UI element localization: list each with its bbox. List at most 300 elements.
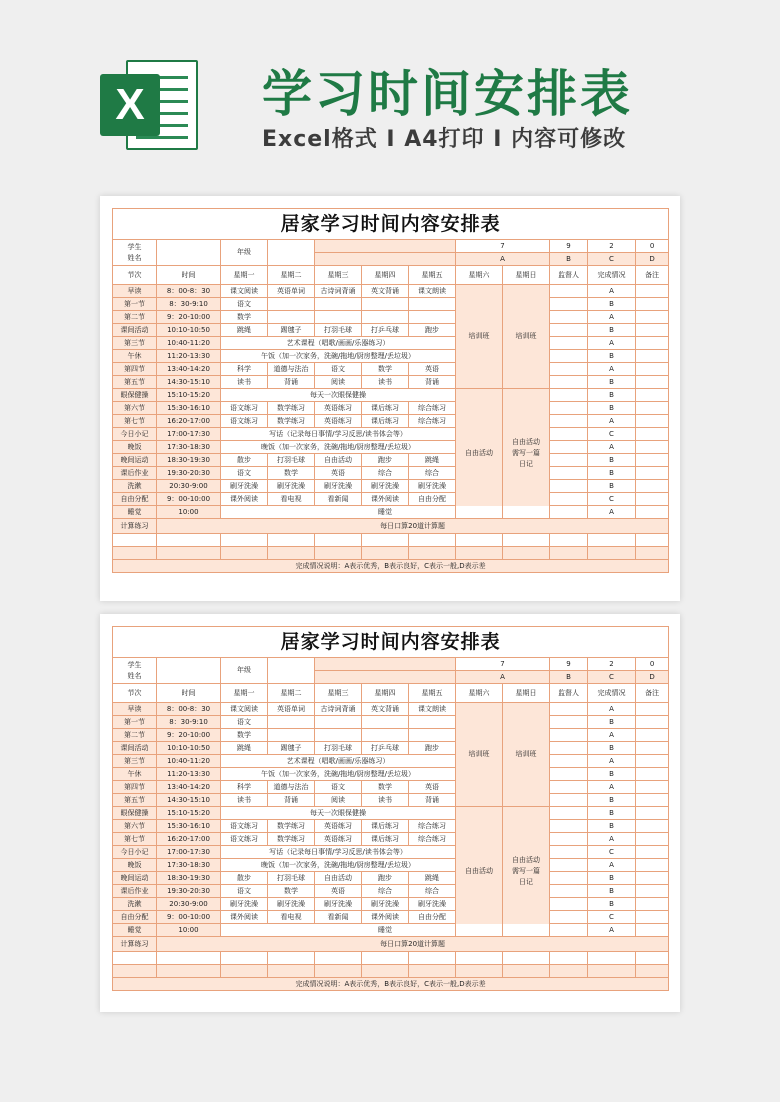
supervisor-cell[interactable]	[550, 428, 588, 441]
activity-cell[interactable]: 英语练习	[315, 833, 362, 846]
activity-cell[interactable]: 每天一次眼保健操	[221, 389, 456, 402]
activity-cell[interactable]: 数学	[268, 885, 315, 898]
remark-cell[interactable]	[636, 389, 669, 402]
date-digit[interactable]: 2	[588, 240, 636, 253]
blank-cell[interactable]	[157, 965, 221, 978]
activity-cell[interactable]: 综合	[409, 885, 456, 898]
column-header[interactable]: 监督人	[550, 266, 588, 285]
remark-cell[interactable]	[636, 833, 669, 846]
completion-grade[interactable]: B	[588, 467, 636, 480]
supervisor-cell[interactable]	[550, 480, 588, 493]
activity-cell[interactable]: 道德与法治	[268, 781, 315, 794]
activity-cell[interactable]: 打乒乓球	[362, 324, 409, 337]
activity-cell[interactable]: 英语单词	[268, 703, 315, 716]
period-name[interactable]: 午休	[113, 768, 157, 781]
activity-cell[interactable]: 数学	[362, 781, 409, 794]
activity-cell[interactable]: 语文	[221, 467, 268, 480]
period-name[interactable]: 早读	[113, 285, 157, 298]
activity-cell[interactable]: 综合练习	[409, 820, 456, 833]
activity-cell[interactable]	[362, 311, 409, 324]
column-header[interactable]: 星期四	[362, 266, 409, 285]
activity-cell[interactable]: 刷牙洗澡	[268, 480, 315, 493]
blank-cell[interactable]	[268, 952, 315, 965]
column-header[interactable]: 星期五	[409, 684, 456, 703]
period-time[interactable]: 8：00-8：30	[157, 703, 221, 716]
activity-cell[interactable]: 数学	[362, 363, 409, 376]
activity-cell[interactable]: 刷牙洗澡	[409, 480, 456, 493]
column-header[interactable]: 星期三	[315, 266, 362, 285]
grade-value[interactable]	[268, 658, 315, 684]
student-name-label[interactable]	[113, 240, 157, 266]
column-header[interactable]: 星期日	[503, 684, 550, 703]
supervisor-cell[interactable]	[550, 350, 588, 363]
activity-cell[interactable]: 午饭（加一次家务，洗碗/拖地/厨房整理/丢垃圾）	[221, 768, 456, 781]
activity-cell[interactable]	[315, 311, 362, 324]
activity-cell[interactable]: 科学	[221, 363, 268, 376]
activity-cell[interactable]: 看新闻	[315, 493, 362, 506]
supervisor-cell[interactable]	[550, 298, 588, 311]
column-header[interactable]: 星期二	[268, 684, 315, 703]
column-header[interactable]: 星期三	[315, 684, 362, 703]
remark-cell[interactable]	[636, 703, 669, 716]
remark-cell[interactable]	[636, 885, 669, 898]
completion-grade[interactable]: B	[588, 402, 636, 415]
saturday-block[interactable]	[456, 807, 503, 937]
activity-cell[interactable]: 踢毽子	[268, 324, 315, 337]
activity-cell[interactable]: 数学练习	[268, 402, 315, 415]
supervisor-cell[interactable]	[550, 833, 588, 846]
blank-cell[interactable]	[550, 965, 588, 978]
period-name[interactable]: 睡觉	[113, 506, 157, 519]
period-name[interactable]: 第二节	[113, 729, 157, 742]
blank-cell[interactable]	[113, 534, 157, 547]
completion-grade[interactable]: A	[588, 729, 636, 742]
period-time[interactable]: 10:10-10:50	[157, 742, 221, 755]
activity-cell[interactable]	[409, 298, 456, 311]
period-name[interactable]: 课间活动	[113, 324, 157, 337]
column-header[interactable]: 时间	[157, 266, 221, 285]
activity-cell[interactable]	[315, 298, 362, 311]
activity-cell[interactable]: 英语练习	[315, 402, 362, 415]
activity-cell[interactable]: 综合练习	[409, 833, 456, 846]
activity-cell[interactable]: 课后练习	[362, 402, 409, 415]
completion-grade[interactable]: B	[588, 350, 636, 363]
blank-cell[interactable]	[268, 547, 315, 560]
remark-cell[interactable]	[636, 781, 669, 794]
period-name[interactable]: 第六节	[113, 820, 157, 833]
remark-cell[interactable]	[636, 859, 669, 872]
completion-grade[interactable]: A	[588, 703, 636, 716]
blank-cell[interactable]	[550, 534, 588, 547]
activity-cell[interactable]: 语文	[315, 781, 362, 794]
sheet-title[interactable]: 居家学习时间内容安排表	[113, 627, 669, 658]
column-header[interactable]: 星期一	[221, 684, 268, 703]
activity-cell[interactable]: 背诵	[268, 376, 315, 389]
activity-cell[interactable]: 背诵	[409, 376, 456, 389]
activity-cell[interactable]: 午饭（加一次家务，洗碗/拖地/厨房整理/丢垃圾）	[221, 350, 456, 363]
period-time[interactable]: 14:30-15:10	[157, 376, 221, 389]
supervisor-cell[interactable]	[550, 467, 588, 480]
activity-cell[interactable]	[315, 716, 362, 729]
remark-cell[interactable]	[636, 807, 669, 820]
remark-cell[interactable]	[636, 337, 669, 350]
remark-cell[interactable]	[636, 441, 669, 454]
activity-cell[interactable]: 读书	[362, 376, 409, 389]
period-name[interactable]: 洗漱	[113, 898, 157, 911]
activity-cell[interactable]: 科学	[221, 781, 268, 794]
activity-cell[interactable]: 刷牙洗澡	[409, 898, 456, 911]
remark-cell[interactable]	[636, 924, 669, 937]
period-time[interactable]: 15:10-15:20	[157, 389, 221, 402]
remark-cell[interactable]	[636, 794, 669, 807]
period-time[interactable]: 8：30-9:10	[157, 716, 221, 729]
activity-cell[interactable]: 睡觉	[221, 506, 550, 519]
blank-cell[interactable]	[268, 965, 315, 978]
activity-cell[interactable]	[268, 729, 315, 742]
period-name[interactable]: 课后作业	[113, 467, 157, 480]
sunday-block[interactable]	[503, 807, 550, 937]
activity-cell[interactable]	[268, 298, 315, 311]
blank-cell[interactable]	[550, 547, 588, 560]
blank-cell[interactable]	[315, 952, 362, 965]
column-header[interactable]: 星期日	[503, 266, 550, 285]
grade-value[interactable]	[268, 240, 315, 266]
blank-cell[interactable]	[315, 534, 362, 547]
date-digit[interactable]: 0	[636, 658, 669, 671]
period-time[interactable]: 15:30-16:10	[157, 820, 221, 833]
blank-cell[interactable]	[588, 547, 636, 560]
column-header[interactable]: 备注	[636, 684, 669, 703]
student-name-value[interactable]	[157, 240, 221, 266]
activity-cell[interactable]: 刷牙洗澡	[268, 898, 315, 911]
blank-cell[interactable]	[157, 534, 221, 547]
completion-grade[interactable]: A	[588, 311, 636, 324]
activity-cell[interactable]: 打羽毛球	[268, 454, 315, 467]
period-time[interactable]: 8：00-8：30	[157, 285, 221, 298]
blank-cell[interactable]	[588, 534, 636, 547]
blank-cell[interactable]	[113, 547, 157, 560]
remark-cell[interactable]	[636, 820, 669, 833]
completion-grade[interactable]: A	[588, 781, 636, 794]
student-name-value[interactable]	[157, 658, 221, 684]
activity-cell[interactable]: 数学练习	[268, 833, 315, 846]
calc-name[interactable]: 计算练习	[113, 937, 157, 952]
blank-cell[interactable]	[221, 952, 268, 965]
period-name[interactable]: 晚间运动	[113, 872, 157, 885]
blank-cell[interactable]	[409, 965, 456, 978]
remark-cell[interactable]	[636, 454, 669, 467]
period-time[interactable]: 14:30-15:10	[157, 794, 221, 807]
activity-cell[interactable]: 英语	[315, 467, 362, 480]
column-header[interactable]: 星期五	[409, 266, 456, 285]
activity-cell[interactable]: 阅读	[315, 376, 362, 389]
activity-cell[interactable]: 英语单词	[268, 285, 315, 298]
blank-cell[interactable]	[315, 658, 456, 671]
blank-cell[interactable]	[503, 534, 550, 547]
supervisor-cell[interactable]	[550, 820, 588, 833]
period-name[interactable]: 第五节	[113, 376, 157, 389]
activity-cell[interactable]	[268, 716, 315, 729]
completion-grade[interactable]: B	[588, 298, 636, 311]
supervisor-cell[interactable]	[550, 859, 588, 872]
activity-cell[interactable]: 读书	[221, 376, 268, 389]
supervisor-cell[interactable]	[550, 363, 588, 376]
period-name[interactable]: 早读	[113, 703, 157, 716]
blank-cell[interactable]	[503, 547, 550, 560]
supervisor-cell[interactable]	[550, 311, 588, 324]
activity-cell[interactable]: 课后练习	[362, 820, 409, 833]
column-header[interactable]: 星期六	[456, 266, 503, 285]
activity-cell[interactable]: 阅读	[315, 794, 362, 807]
column-header[interactable]: 节次	[113, 266, 157, 285]
blank-cell[interactable]	[588, 952, 636, 965]
saturday-block[interactable]	[456, 389, 503, 519]
period-name[interactable]: 睡觉	[113, 924, 157, 937]
activity-cell[interactable]: 读书	[362, 794, 409, 807]
blank-cell[interactable]	[113, 952, 157, 965]
supervisor-cell[interactable]	[550, 337, 588, 350]
supervisor-cell[interactable]	[550, 924, 588, 937]
completion-grade[interactable]: C	[588, 493, 636, 506]
completion-grade[interactable]: A	[588, 755, 636, 768]
blank-cell[interactable]	[409, 547, 456, 560]
period-time[interactable]: 9：20-10:00	[157, 311, 221, 324]
supervisor-cell[interactable]	[550, 807, 588, 820]
remark-cell[interactable]	[636, 768, 669, 781]
activity-cell[interactable]: 背诵	[268, 794, 315, 807]
supervisor-cell[interactable]	[550, 781, 588, 794]
blank-cell[interactable]	[221, 534, 268, 547]
grade-label[interactable]: 年级	[221, 658, 268, 684]
blank-cell[interactable]	[456, 547, 503, 560]
activity-cell[interactable]: 打羽毛球	[315, 324, 362, 337]
supervisor-cell[interactable]	[550, 454, 588, 467]
grade-letter[interactable]: C	[588, 253, 636, 266]
period-name[interactable]: 眼保健操	[113, 389, 157, 402]
remark-cell[interactable]	[636, 402, 669, 415]
period-time[interactable]: 15:10-15:20	[157, 807, 221, 820]
date-digit[interactable]: 7	[456, 240, 550, 253]
activity-cell[interactable]: 散步	[221, 872, 268, 885]
period-name[interactable]: 第四节	[113, 781, 157, 794]
column-header[interactable]: 星期二	[268, 266, 315, 285]
activity-cell[interactable]: 跳绳	[409, 872, 456, 885]
period-time[interactable]: 8：30-9:10	[157, 298, 221, 311]
activity-cell[interactable]: 综合练习	[409, 415, 456, 428]
blank-cell[interactable]	[268, 534, 315, 547]
sunday-block[interactable]	[503, 389, 550, 519]
period-time[interactable]: 9：00-10:00	[157, 911, 221, 924]
remark-cell[interactable]	[636, 898, 669, 911]
completion-grade[interactable]: B	[588, 807, 636, 820]
activity-cell[interactable]: 数学	[221, 311, 268, 324]
activity-cell[interactable]: 睡觉	[221, 924, 550, 937]
calc-text[interactable]: 每日口算20道计算题	[157, 937, 669, 952]
activity-cell[interactable]	[362, 716, 409, 729]
remark-cell[interactable]	[636, 428, 669, 441]
column-header[interactable]: 完成情况	[588, 266, 636, 285]
period-time[interactable]: 10:40-11:20	[157, 337, 221, 350]
grade-letter[interactable]: A	[456, 253, 550, 266]
period-name[interactable]: 第五节	[113, 794, 157, 807]
activity-cell[interactable]	[315, 729, 362, 742]
sunday-block[interactable]	[503, 703, 550, 807]
supervisor-cell[interactable]	[550, 729, 588, 742]
activity-cell[interactable]: 晚饭（加一次家务，洗碗/拖地/厨房整理/丢垃圾）	[221, 859, 456, 872]
blank-cell[interactable]	[456, 952, 503, 965]
grade-letter[interactable]: A	[456, 671, 550, 684]
activity-cell[interactable]: 跑步	[409, 742, 456, 755]
column-header[interactable]: 节次	[113, 684, 157, 703]
supervisor-cell[interactable]	[550, 402, 588, 415]
blank-cell[interactable]	[636, 952, 669, 965]
activity-cell[interactable]: 语文练习	[221, 415, 268, 428]
supervisor-cell[interactable]	[550, 376, 588, 389]
activity-cell[interactable]: 英语	[409, 363, 456, 376]
period-time[interactable]: 16:20-17:00	[157, 415, 221, 428]
activity-cell[interactable]: 语文	[221, 716, 268, 729]
blank-cell[interactable]	[550, 952, 588, 965]
completion-grade[interactable]: B	[588, 768, 636, 781]
column-header[interactable]: 星期六	[456, 684, 503, 703]
period-time[interactable]: 20:30-9:00	[157, 480, 221, 493]
blank-cell[interactable]	[362, 965, 409, 978]
activity-cell[interactable]: 英语	[315, 885, 362, 898]
remark-cell[interactable]	[636, 480, 669, 493]
activity-cell[interactable]: 自由活动	[315, 454, 362, 467]
period-name[interactable]: 第四节	[113, 363, 157, 376]
activity-cell[interactable]: 语文	[221, 298, 268, 311]
blank-cell[interactable]	[362, 952, 409, 965]
activity-cell[interactable]: 踢毽子	[268, 742, 315, 755]
completion-grade[interactable]: B	[588, 885, 636, 898]
supervisor-cell[interactable]	[550, 285, 588, 298]
activity-cell[interactable]: 刷牙洗澡	[362, 898, 409, 911]
completion-grade[interactable]: B	[588, 872, 636, 885]
activity-cell[interactable]: 刷牙洗澡	[362, 480, 409, 493]
completion-grade[interactable]: A	[588, 924, 636, 937]
completion-grade[interactable]: B	[588, 454, 636, 467]
activity-cell[interactable]: 英语练习	[315, 820, 362, 833]
activity-cell[interactable]: 综合	[362, 467, 409, 480]
activity-cell[interactable]: 综合	[362, 885, 409, 898]
completion-grade[interactable]: A	[588, 833, 636, 846]
activity-cell[interactable]: 跳绳	[409, 454, 456, 467]
activity-cell[interactable]	[409, 729, 456, 742]
activity-cell[interactable]: 看新闻	[315, 911, 362, 924]
remark-cell[interactable]	[636, 285, 669, 298]
sunday-block[interactable]	[503, 285, 550, 389]
remark-cell[interactable]	[636, 376, 669, 389]
activity-cell[interactable]: 艺术课程（唱歌/画画/乐器练习）	[221, 337, 456, 350]
period-name[interactable]: 第三节	[113, 755, 157, 768]
period-name[interactable]: 晚饭	[113, 441, 157, 454]
activity-cell[interactable]: 看电视	[268, 911, 315, 924]
blank-cell[interactable]	[221, 547, 268, 560]
activity-cell[interactable]: 刷牙洗澡	[221, 898, 268, 911]
period-time[interactable]: 17:00-17:30	[157, 846, 221, 859]
blank-cell[interactable]	[409, 952, 456, 965]
remark-cell[interactable]	[636, 298, 669, 311]
activity-cell[interactable]: 语文练习	[221, 820, 268, 833]
remark-cell[interactable]	[636, 742, 669, 755]
blank-cell[interactable]	[362, 547, 409, 560]
period-time[interactable]: 9：20-10:00	[157, 729, 221, 742]
supervisor-cell[interactable]	[550, 506, 588, 519]
supervisor-cell[interactable]	[550, 742, 588, 755]
period-name[interactable]: 第二节	[113, 311, 157, 324]
activity-cell[interactable]: 刷牙洗澡	[221, 480, 268, 493]
completion-grade[interactable]: B	[588, 820, 636, 833]
grade-letter[interactable]: C	[588, 671, 636, 684]
blank-cell[interactable]	[503, 965, 550, 978]
supervisor-cell[interactable]	[550, 716, 588, 729]
activity-cell[interactable]: 课文朗读	[409, 703, 456, 716]
completion-grade[interactable]: A	[588, 859, 636, 872]
completion-grade[interactable]: A	[588, 285, 636, 298]
activity-cell[interactable]: 读书	[221, 794, 268, 807]
activity-cell[interactable]: 写话（记录每日事情/学习反思/读书体会等）	[221, 428, 456, 441]
supervisor-cell[interactable]	[550, 415, 588, 428]
activity-cell[interactable]: 课外阅读	[362, 911, 409, 924]
completion-grade[interactable]: B	[588, 898, 636, 911]
activity-cell[interactable]: 跑步	[362, 454, 409, 467]
period-name[interactable]: 今日小记	[113, 846, 157, 859]
blank-cell[interactable]	[157, 547, 221, 560]
period-name[interactable]: 第一节	[113, 298, 157, 311]
activity-cell[interactable]: 英文背诵	[362, 703, 409, 716]
blank-cell[interactable]	[221, 965, 268, 978]
date-digit[interactable]: 0	[636, 240, 669, 253]
blank-cell[interactable]	[315, 547, 362, 560]
period-name[interactable]: 今日小记	[113, 428, 157, 441]
supervisor-cell[interactable]	[550, 755, 588, 768]
activity-cell[interactable]: 古诗词背诵	[315, 703, 362, 716]
grade-letter[interactable]: D	[636, 671, 669, 684]
period-name[interactable]: 眼保健操	[113, 807, 157, 820]
activity-cell[interactable]: 课文阅读	[221, 703, 268, 716]
student-name-label[interactable]	[113, 658, 157, 684]
calc-text[interactable]: 每日口算20道计算题	[157, 519, 669, 534]
period-name[interactable]: 午休	[113, 350, 157, 363]
blank-cell[interactable]	[503, 952, 550, 965]
activity-cell[interactable]: 课文朗读	[409, 285, 456, 298]
activity-cell[interactable]: 语文练习	[221, 402, 268, 415]
grade-letter[interactable]: B	[550, 671, 588, 684]
activity-cell[interactable]	[409, 311, 456, 324]
blank-cell[interactable]	[636, 547, 669, 560]
activity-cell[interactable]: 自由分配	[409, 911, 456, 924]
completion-grade[interactable]: A	[588, 506, 636, 519]
activity-cell[interactable]: 每天一次眼保健操	[221, 807, 456, 820]
column-header[interactable]: 监督人	[550, 684, 588, 703]
supervisor-cell[interactable]	[550, 324, 588, 337]
activity-cell[interactable]: 数学	[268, 467, 315, 480]
period-name[interactable]: 课间活动	[113, 742, 157, 755]
activity-cell[interactable]: 综合	[409, 467, 456, 480]
activity-cell[interactable]: 自由分配	[409, 493, 456, 506]
activity-cell[interactable]: 英文背诵	[362, 285, 409, 298]
column-header[interactable]: 时间	[157, 684, 221, 703]
supervisor-cell[interactable]	[550, 794, 588, 807]
blank-cell[interactable]	[315, 671, 456, 684]
period-time[interactable]: 19:30-20:30	[157, 467, 221, 480]
activity-cell[interactable]: 课外阅读	[221, 493, 268, 506]
activity-cell[interactable]: 晚饭（加一次家务，洗碗/拖地/厨房整理/丢垃圾）	[221, 441, 456, 454]
column-header[interactable]: 备注	[636, 266, 669, 285]
period-time[interactable]: 16:20-17:00	[157, 833, 221, 846]
activity-cell[interactable]	[268, 311, 315, 324]
